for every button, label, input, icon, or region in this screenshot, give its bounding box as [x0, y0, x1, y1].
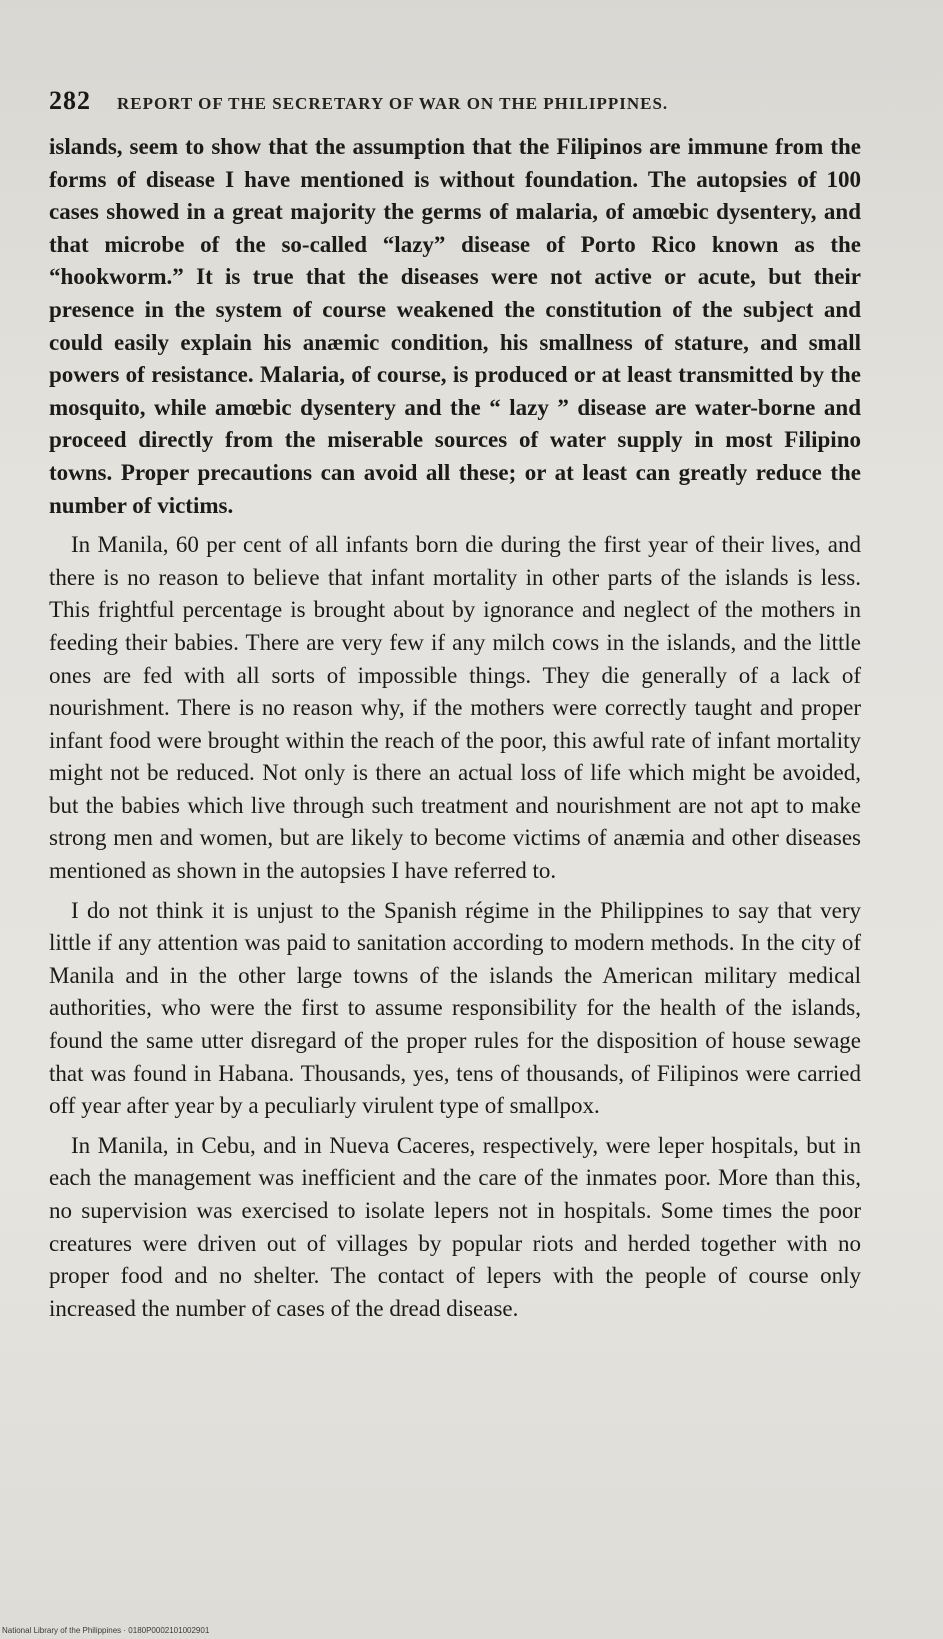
paragraph-continued: islands, seem to show that the assumption that the Filipinos are immune from the forms of disease I have mentioned is without foundation. The autopsies of 100 cases showed in a great majority the germs of malaria, of amœbic dysentery, and that microbe of the so-called “lazy” disease of Porto Rico known as the “hookworm.” It is true that the diseases were not active or acute, but their presence in the system of course weakened the constitution of the subject and could easily explain his anæmic condition, his smallness of stature, and small powers of resistance. Malaria, of course, is produced or at least transmitted by the mosquito, while amœbic dysentery and the “ lazy ” disease are water-borne and proceed directly from the miserable sources of water supply in most Filipino towns. Proper precautions can avoid all these; or at least can greatly reduce the number of victims.: [49, 134, 861, 518]
source-footer: National Library of the Philippines · 0180P0002101002901: [2, 1626, 210, 1635]
paragraph-infant-mortality: In Manila, 60 per cent of all infants born die during the first year of their lives, and there is no reason to believe that infant mortality in other parts of the islands is less. This frightful percentage is brought about by ignorance and neglect of the mothers in feeding their babies. There are very few if any milch cows in the islands, and the little ones are fed with all sorts of impossible things. They die generally of a lack of nourishment. There is no reason why, if the mothers were correctly taught and proper infant food were brought within the reach of the poor, this awful rate of infant mortality might not be reduced. Not only is there an actual loss of life which might be avoided, but the babies which live through such treatment and nourishment are not apt to make strong men and women, but are likely to become victims of anæmia and other diseases mentioned as shown in the autopsies I have referred to.: [49, 532, 861, 884]
paragraph-leper-hospitals: In Manila, in Cebu, and in Nueva Caceres, respectively, were leper hospitals, but in each the management was inefficient and the care of the inmates poor. More than this, no supervision was exercised to isolate lepers not in hospitals. Some times the poor creatures were driven out of villages by popular riots and herded together with no proper food and no shelter. The contact of lepers with the people of course only increased the number of cases of the dread disease.: [49, 1132, 861, 1321]
page-number: 282: [49, 86, 91, 115]
paragraph-sanitation: I do not think it is unjust to the Spanish régime in the Philippines to say that very little if any attention was paid to sanitation according to modern methods. In the city of Manila and in the other large towns of the islands the American military medical authorities, who were the first to assume responsibility for the health of the islands, found the same utter disregard of the proper rules for the disposition of house sewage that was found in Habana. Thousands, yes, tens of thousands, of Filipinos were carried off year after year by a peculiarly virulent type of smallpox.: [49, 897, 861, 1119]
body-text: [49, 131, 861, 1332]
page-header: [49, 86, 849, 120]
running-head: REPORT OF THE SECRETARY OF WAR ON THE PHILIPPINES.: [117, 94, 669, 113]
